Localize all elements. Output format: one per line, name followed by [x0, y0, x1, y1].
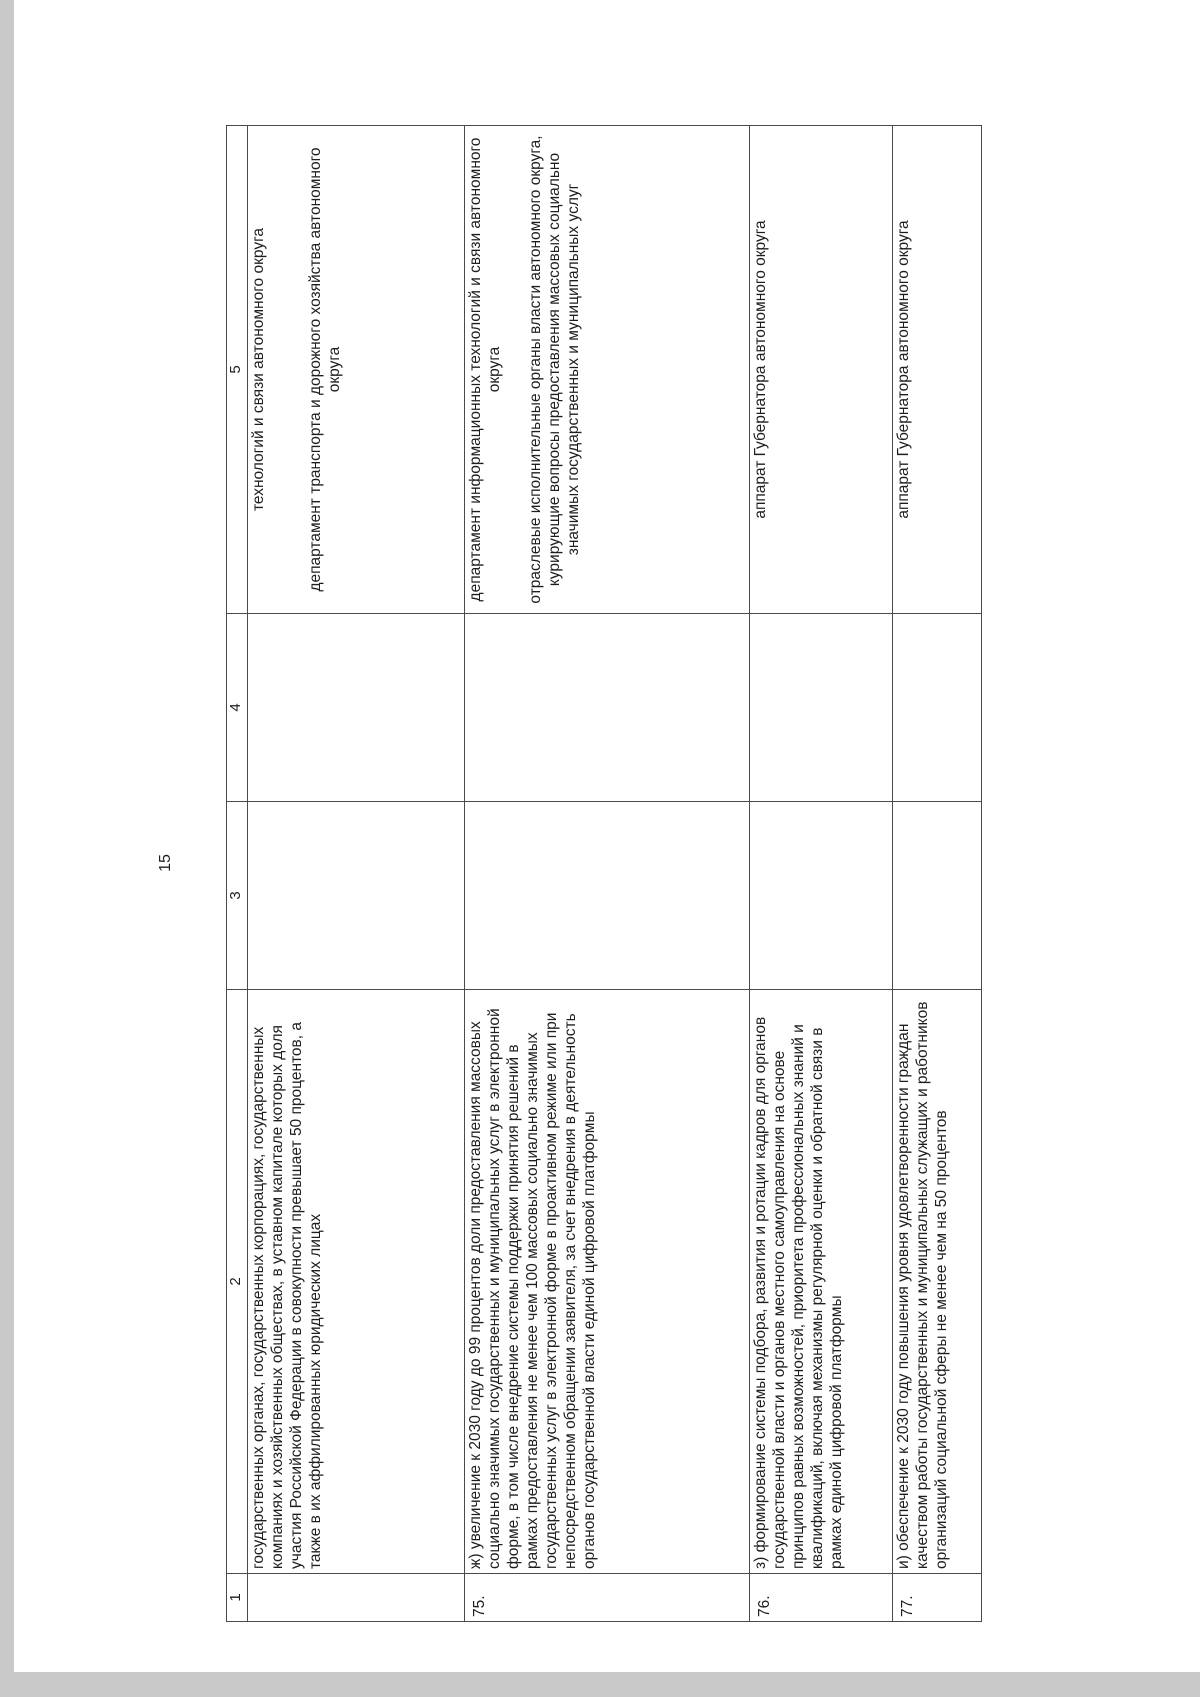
col3-cell: [465, 802, 750, 990]
responsible-entry: аппарат Губернатора автономного округа: [895, 220, 912, 519]
measure-text: ж) увеличение к 2030 году до 99 процентов доли предоставления массовых социально значимых государственных и муниципальных услуг в электронной форме, в том числе внедрение системы поддержки принятия решений в рамках предоставления не менее чем 100 массовых социально значимых государственных услуг в электронной форме в проактивном режиме или при непосредственном обращении заявителя, за счет внедрения в деятельность органов государственной власти единой цифровой платформы: [465, 990, 750, 1574]
row-number: 75.: [465, 1574, 750, 1622]
header-col-4: 4: [227, 614, 248, 802]
measure-text: государственных органах, государственных корпорациях, государственных компаниях и хозяйственных обществах, в уставном капитале которых доля участия Российской Федерации в совокупности превышает 50 процентов, а также в их аффилированных юридических лицах: [248, 990, 465, 1574]
responsible-entry: аппарат Губернатора автономного округа: [752, 220, 769, 519]
measure-text: и) обеспечение к 2030 году повышения уровня удовлетворенности граждан качеством работы государственных и муниципальных служащих и работников организаций социальной сферы не менее чем на 50 процентов: [893, 990, 982, 1574]
row-number: 77.: [893, 1574, 982, 1622]
responsible-entry: департамент транспорта и дорожного хозяйства автономного округа: [307, 147, 343, 592]
responsible-entry: департамент информационных технологий и связи автономного округа: [467, 137, 503, 602]
responsible-cell: [750, 126, 893, 614]
responsible-cell: [248, 126, 465, 614]
plan-table: [226, 125, 982, 1622]
table-row: [750, 126, 893, 1622]
header-col-3: 3: [227, 802, 248, 990]
measure-text: з) формирование системы подбора, развития и ротации кадров для органов государственной власти и органов местного самоуправления на основе принципов равных возможностей, приоритета профессиональных знаний и квалификаций, включая механизмы регулярной оценки и обратной связи в рамках единой цифровой платформы: [750, 990, 893, 1574]
row-number: [248, 1574, 465, 1622]
responsible-cell: [893, 126, 982, 614]
responsible-entry: технологий и связи автономного округа: [250, 228, 267, 511]
document-page: [14, 0, 1200, 1672]
col4-cell: [893, 614, 982, 802]
col3-cell: [248, 802, 465, 990]
col4-cell: [248, 614, 465, 802]
responsible-entry: отраслевые исполнительные органы власти автономного округа, курирующие вопросы предоставления массовых социально значимых государственных и муниципальных услуг: [527, 135, 582, 604]
col4-cell: [750, 614, 893, 802]
col3-cell: [893, 802, 982, 990]
responsible-cell: [465, 126, 750, 614]
header-col-1: 1: [227, 1574, 248, 1622]
col3-cell: [750, 802, 893, 990]
col4-cell: [465, 614, 750, 802]
table-row: [465, 126, 750, 1622]
header-col-5: 5: [227, 126, 248, 614]
header-col-2: 2: [227, 990, 248, 1574]
table-row: [248, 126, 465, 1622]
rotated-table-wrapper: [226, 126, 950, 1622]
header-row: [227, 126, 248, 1622]
table-row: [893, 126, 982, 1622]
page-number: 15: [157, 854, 174, 872]
row-number: 76.: [750, 1574, 893, 1622]
